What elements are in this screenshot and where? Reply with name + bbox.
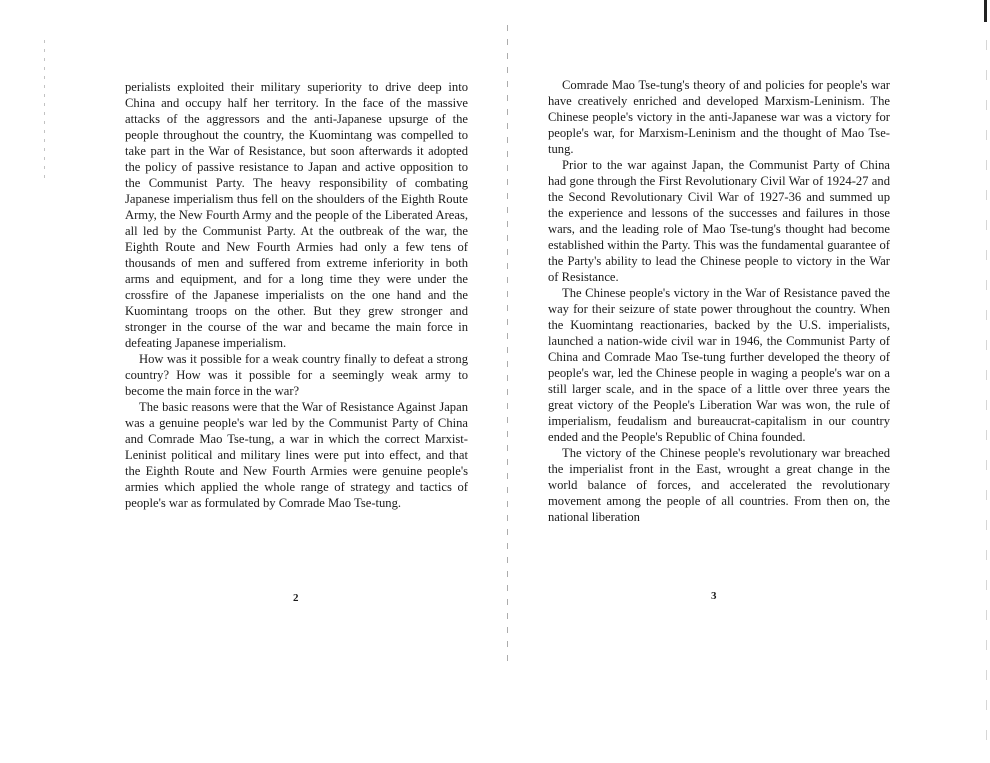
- right-paragraph-1: Comrade Mao Tse-tung's theory of and policies for people's war have creatively enriched and developed Marxism-Leninism. The Chinese people's victory in the anti-Japanese war was a victory for people's war, for Marxism-Leninism and the thought of Mao Tse-tung.: [548, 78, 890, 156]
- scan-edge-line: [986, 40, 987, 740]
- left-paragraph-3: The basic reasons were that the War of Resistance Against Japan was a genuine people's war led by the Communist Party of China and Comrade Mao Tse-tung, a war in which the correct Marxist-Leninist political and military lines were put into effect, and that the Eighth Route and New Fourth Armies were genuine people's armies which applied the whole range of strategy and tactics of people's war as formulated by Comrade Mao Tse-tung.: [125, 400, 468, 510]
- right-page-body: [548, 77, 890, 525]
- scan-edge-bar: [984, 0, 987, 22]
- right-page-number: 3: [711, 590, 717, 602]
- right-paragraph-2: Prior to the war against Japan, the Communist Party of China had gone through the First Revolutionary Civil War of 1924-27 and the Second Revolutionary Civil War of 1927-36 and summed up the experience and lessons of the successes and failures in those wars, and the leading role of Mao Tse-tung's thought had become established within the Party. This was the fundamental guarantee of the Party's ability to lead the Chinese people to victory in the War of Resistance.: [548, 158, 890, 284]
- left-paragraph-2: How was it possible for a weak country finally to defeat a strong country? How was it possible for a seemingly weak army to become the main force in the war?: [125, 352, 468, 398]
- left-paragraph-1: perialists exploited their military superiority to drive deep into China and occupy half her territory. In the face of the massive attacks of the aggressors and the anti-Japanese upsurge of the people throughout the country, the Kuomintang was compelled to take part in the War of Resistance, but soon afterwards it adopted the policy of passive resistance to Japan and active opposition to the Communist Party. The heavy responsibility of combating Japanese imperialism thus fell on the shoulders of the Eighth Route Army, the New Fourth Army and the people of the Liberated Areas, all led by the Communist Party. At the outbreak of the war, the Eighth Route and New Fourth Armies had only a few tens of thousands of men and suffered from extreme inferiority in both arms and equipment, and for a long time they were under the crossfire of the Japanese imperialists on the one hand and the Kuomintang troops on the other. But they grew stronger and stronger in the course of the war and became the main force in defeating Japanese imperialism.: [125, 80, 468, 350]
- right-page: [507, 0, 990, 763]
- right-paragraph-4: The victory of the Chinese people's revolutionary war breached the imperialist front in the East, wrought a great change in the world balance of forces, and accelerated the revolutionary movement among the people of all countries. From then on, the national liberation: [548, 446, 890, 524]
- left-page-number: 2: [293, 592, 299, 604]
- left-page-body: [125, 79, 468, 511]
- right-paragraph-3: The Chinese people's victory in the War of Resistance paved the way for their seizure of state power throughout the country. When the Kuomintang reactionaries, backed by the U.S. imperialists, launched a nation-wide civil war in 1946, the Communist Party of China and Comrade Mao Tse-tung further developed the theory of people's war, led the Chinese people in waging a people's war on a still larger scale, and in the space of a little over three years the great victory of the People's Liberation War was won, the rule of imperialism, feudalism and bureaucrat-capitalism in our country ended and the People's Republic of China founded.: [548, 286, 890, 444]
